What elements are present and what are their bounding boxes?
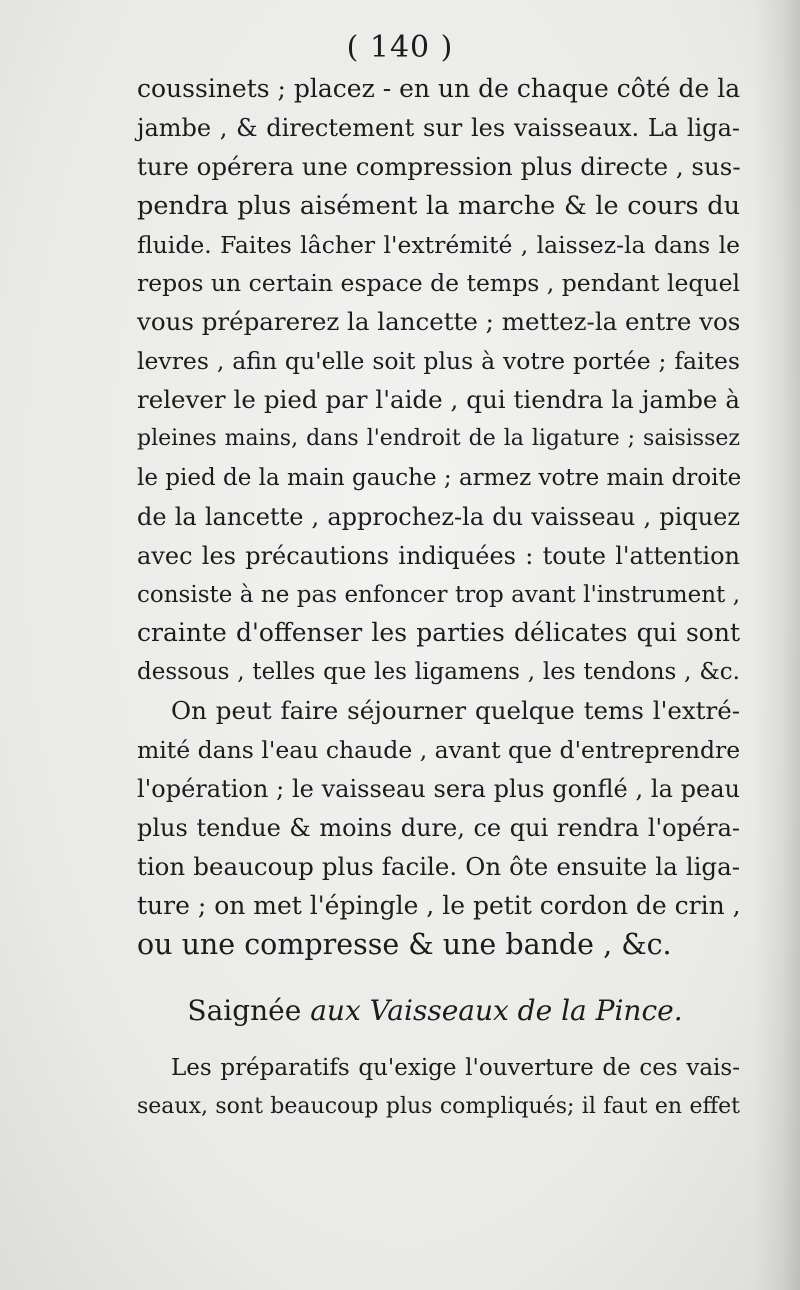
text-line: ture ; on met l'épingle , le petit cordon de crin , [137, 890, 741, 920]
text-line: jambe , & directement sur les vaisseaux. La liga- [137, 113, 740, 142]
text-line: On peut faire séjourner quelque tems l'extré- [171, 696, 740, 726]
text-line: relever le pied par l'aide , qui tiendra la jambe à [137, 385, 740, 415]
text-line: crainte d'offenser les parties délicates qui sont [137, 618, 740, 648]
text-line: dessous , telles que les ligamens , les tendons , &c. [137, 659, 740, 686]
text-line: le pied de la main gauche ; armez votre main droite [137, 464, 742, 491]
page-number: ( 140 ) [346, 30, 454, 65]
text-line: mité dans l'eau chaude , avant que d'entreprendre [137, 736, 741, 765]
page-edge-shadow [754, 0, 800, 1290]
text-line: fluide. Faites lâcher l'extrémité , laissez-la dans le [137, 230, 740, 259]
text-line: levres , afin qu'elle soit plus à votre portée ; faites [137, 347, 740, 376]
section-heading-roman: Saignée [187, 994, 302, 1027]
body-text-continued [137, 1049, 740, 1127]
text-line: de la lancette , approchez-la du vaisseau , piquez [137, 502, 740, 531]
text-line: consiste à ne pas enfoncer trop avant l'instrument , [137, 581, 740, 608]
section-heading [0, 992, 800, 1030]
section-heading-italic: aux Vaisseaux de la Pince. [310, 994, 683, 1027]
text-line: vous préparerez la lancette ; mettez-la entre vos [137, 307, 741, 337]
text-line: ture opérera une compression plus directe , sus- [137, 151, 741, 181]
text-line: pleines mains, dans l'endroit de la ligature ; saisissez [137, 426, 740, 452]
text-line: l'opération ; le vaisseau sera plus gonflé , la peau [137, 775, 740, 804]
text-line: ou une compresse & une bande , &c. [137, 927, 672, 961]
text-line: Les préparatifs qu'exige l'ouverture de ces vais- [171, 1055, 740, 1081]
text-line: pendra plus aisément la marche & le cours du [137, 190, 740, 221]
text-line: repos un certain espace de temps , pendant lequel [137, 269, 740, 298]
text-line: tion beaucoup plus facile. On ôte ensuite la liga- [137, 851, 740, 881]
text-line: avec les précautions indiquées : toute l'attention [137, 541, 740, 570]
body-text [137, 70, 740, 964]
text-line: seaux, sont beaucoup plus compliqués; il faut en effet [137, 1093, 740, 1119]
text-line: plus tendue & moins dure, ce qui rendra l'opéra- [137, 813, 740, 842]
text-line: coussinets ; placez - en un de chaque côté de la [137, 74, 741, 103]
